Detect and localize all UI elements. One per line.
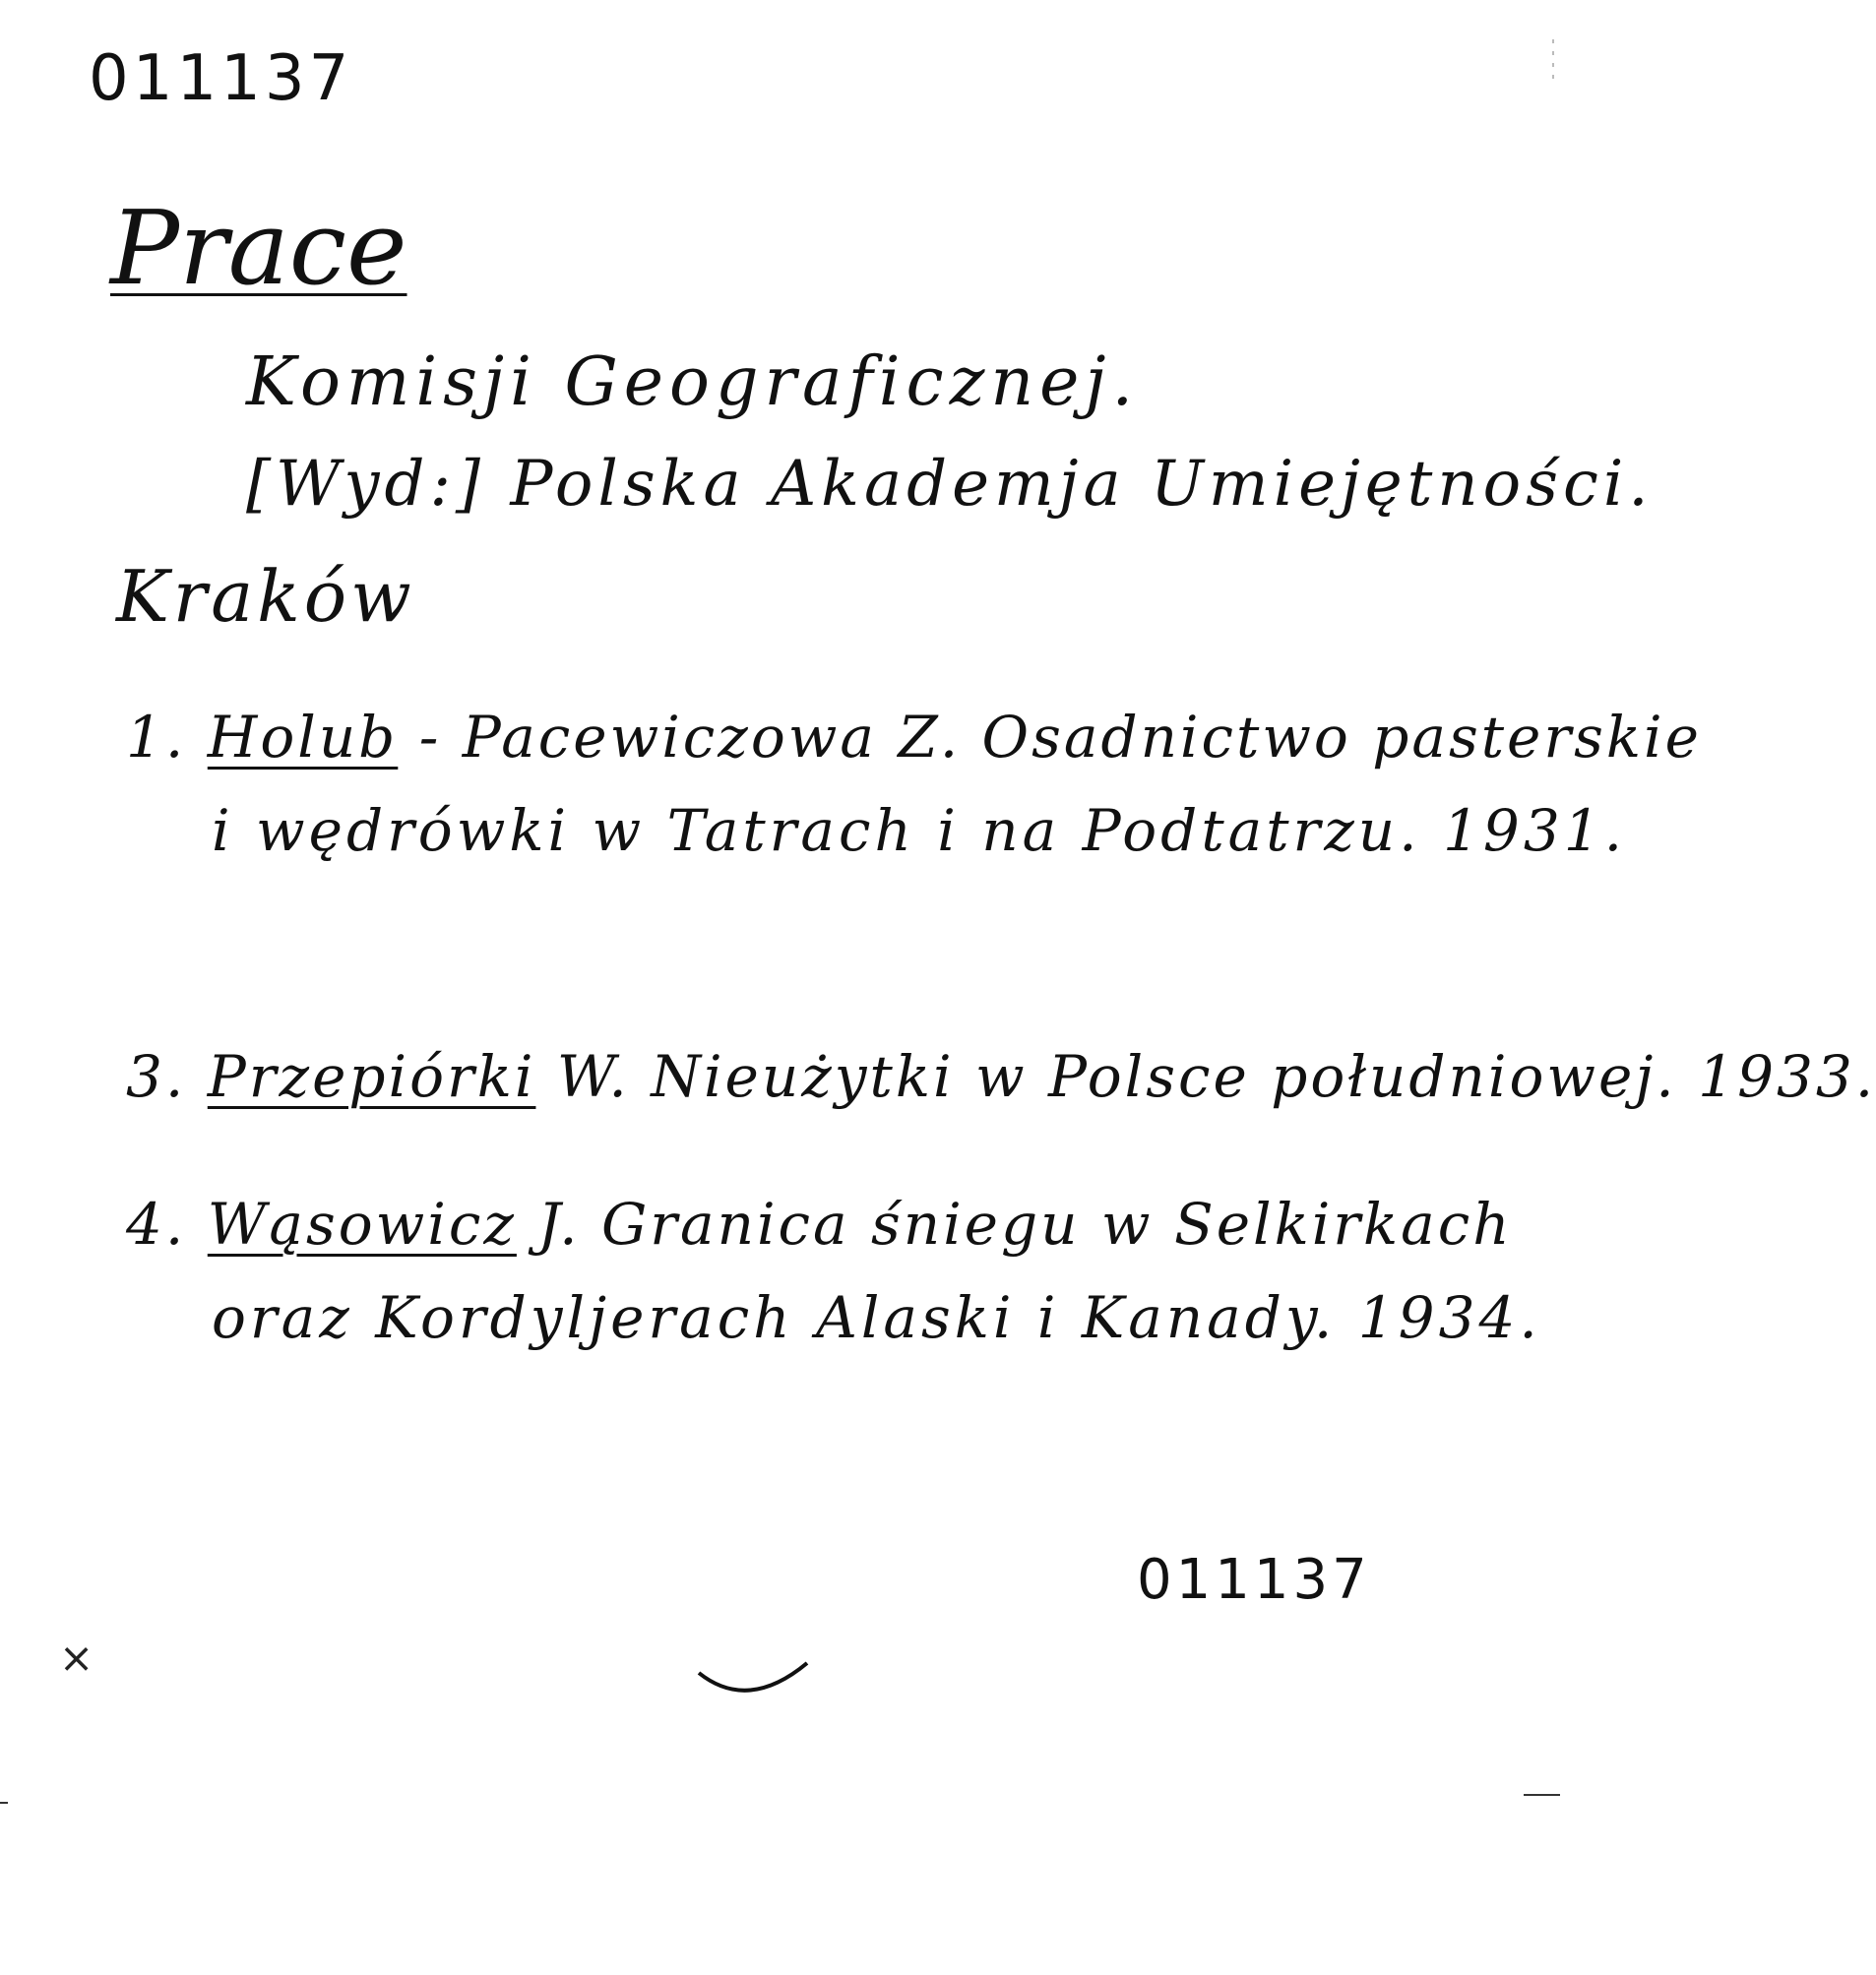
entry-text: J. Granica śniegu w Selkirkach [537, 1191, 1513, 1258]
entry-4-line2: oraz Kordyljerach Alaski i Kanady. 1934. [212, 1284, 1541, 1351]
entry-number: 4. [126, 1191, 187, 1258]
entry-text: W. Nieużytki w Polsce południowej. 1933. [556, 1043, 1876, 1110]
entry-text: - Pacewiczowa Z. Osadnictwo pasterskie [418, 704, 1702, 771]
card-title: Prace [110, 188, 407, 308]
entry-number: 3. [126, 1043, 187, 1110]
entry-author: Holub [207, 704, 399, 771]
entry-author: Wąsowicz [207, 1191, 517, 1258]
curve-stroke [699, 1663, 807, 1691]
entry-1-line2: i wędrówki w Tatrach i na Podtatrzu. 1931. [212, 797, 1627, 864]
card-subtitle: Komisji Geograficznej. [246, 343, 1140, 421]
card-number-top: 011137 [89, 42, 353, 115]
card-place: Kraków [116, 555, 415, 638]
card-number-bottom: 011137 [1137, 1548, 1371, 1612]
entry-author: Przepiórki [207, 1043, 536, 1110]
card-publisher: [Wyd:] Polska Akademja Umiejętności. [246, 448, 1654, 521]
entry-number: 1. [126, 704, 187, 771]
cross-mark: × [59, 1634, 94, 1682]
